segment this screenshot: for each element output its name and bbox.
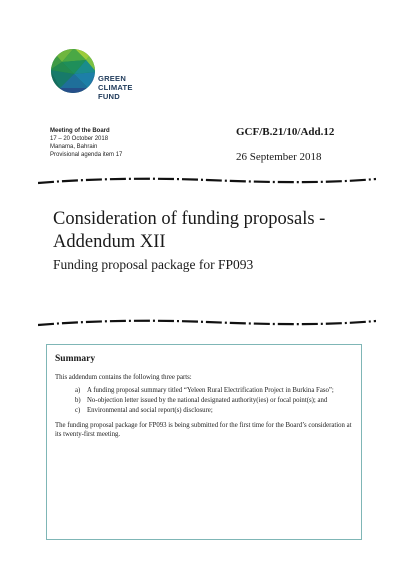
list-item-text: Environmental and social report(s) disclosure; [87, 406, 213, 414]
summary-list [55, 387, 353, 415]
gcf-logo [50, 48, 150, 112]
list-item-marker: a) [75, 387, 81, 394]
globe-logo-icon [50, 48, 96, 94]
list-item-text: No-objection letter issued by the national designated authority(ies) or focal point(s); and [87, 396, 328, 404]
meeting-dates: 17 – 20 October 2018 [50, 136, 109, 142]
summary-intro: This addendum contains the following three parts: [55, 374, 192, 381]
list-item [55, 407, 353, 416]
list-item-marker: b) [75, 396, 81, 404]
summary-heading: Summary [55, 354, 96, 364]
logo-line-fund: FUND [98, 92, 120, 101]
logo-line-climate: CLIMATE [98, 83, 133, 92]
wave-divider-top [38, 176, 376, 186]
title-line-2: Addendum XII [53, 232, 166, 252]
document-date: 26 September 2018 [236, 151, 322, 163]
summary-closing: The funding proposal package for FP093 is being submitted for the first time for the Board’s consideration at its twenty-first meeting. [55, 422, 352, 439]
title-line-1: Consideration of funding proposals - [53, 209, 326, 229]
logo-line-green: GREEN [98, 74, 127, 83]
wave-divider-bottom [38, 318, 376, 328]
document-title [53, 208, 325, 254]
list-item [55, 397, 353, 406]
logo-wordmark [98, 74, 133, 101]
document-subtitle: Funding proposal package for FP093 [53, 257, 254, 272]
summary-box [46, 344, 362, 540]
list-item-marker: c) [75, 406, 81, 414]
document-number: GCF/B.21/10/Add.12 [236, 126, 335, 138]
list-item [55, 387, 353, 396]
list-item-text: A funding proposal summary titled “Yeleen Rural Electrification Project in Burkina Faso”; [87, 387, 334, 394]
meeting-location: Manama, Bahrain [50, 144, 98, 150]
meeting-info [50, 127, 122, 159]
meeting-agenda-item: Provisional agenda item 17 [50, 152, 123, 158]
meeting-heading: Meeting of the Board [50, 128, 110, 134]
